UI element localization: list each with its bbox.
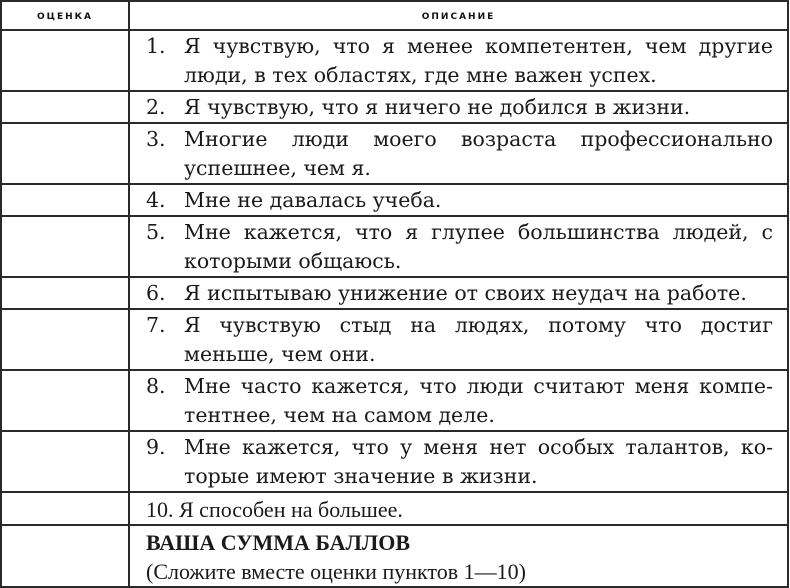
- description-cell: [129, 277, 788, 309]
- item-number: 10.: [146, 497, 174, 522]
- item-number: 6.: [146, 281, 166, 305]
- item-text: Я чувствую, что я менее компетентен, чем другие люди, в тех областях, где мне важен успех.: [184, 34, 773, 87]
- table-row: [1, 492, 788, 525]
- table-row: [1, 184, 788, 216]
- description-cell: [129, 492, 788, 525]
- item-text: Я чувствую, что я ничего не добился в жизни.: [184, 95, 691, 119]
- item-number: 7.: [146, 313, 166, 337]
- description-cell: [129, 91, 788, 123]
- item-text: Мне часто кажется, что люди считают меня компетентнее, чем на самом деле.: [184, 374, 773, 427]
- score-cell[interactable]: [1, 184, 129, 216]
- header-description: описание: [129, 1, 788, 30]
- score-cell[interactable]: [1, 216, 129, 277]
- description-cell: [129, 123, 788, 184]
- score-cell[interactable]: [1, 123, 129, 184]
- total-description-cell: [129, 525, 788, 587]
- item-text: Многие люди моего возраста профессионально успешнее, чем я.: [184, 127, 773, 180]
- item-text: Мне кажется, что я глупее большинства людей, с которыми общаюсь.: [184, 220, 773, 273]
- item-text: Я чувствую стыд на людях, потому что достиг меньше, чем они.: [184, 313, 773, 366]
- item-text: Я способен на большее.: [179, 497, 403, 522]
- score-cell[interactable]: [1, 309, 129, 370]
- description-cell: [129, 431, 788, 492]
- item-text: Я испытываю унижение от своих неудач на работе.: [184, 281, 747, 305]
- score-cell[interactable]: [1, 492, 129, 525]
- total-row: [1, 525, 788, 587]
- table-row: [1, 216, 788, 277]
- description-cell: [129, 216, 788, 277]
- description-cell: [129, 184, 788, 216]
- item-text: Мне не давалась учеба.: [184, 188, 442, 212]
- header-score: оценка: [1, 1, 129, 30]
- table-row: [1, 91, 788, 123]
- item-number: 1.: [146, 34, 166, 58]
- item-number: 5.: [146, 220, 166, 244]
- table-row: [1, 123, 788, 184]
- description-cell: [129, 30, 788, 91]
- description-cell: [129, 309, 788, 370]
- table-row: [1, 431, 788, 492]
- table-row: [1, 30, 788, 91]
- item-number: 9.: [146, 435, 166, 459]
- total-title: ВАША СУММА БАЛЛОВ: [146, 530, 411, 555]
- score-cell[interactable]: [1, 370, 129, 431]
- header-row: [1, 1, 788, 30]
- score-cell[interactable]: [1, 277, 129, 309]
- score-cell[interactable]: [1, 91, 129, 123]
- table-row: [1, 370, 788, 431]
- item-number: 3.: [146, 127, 166, 151]
- description-cell: [129, 370, 788, 431]
- table-row: [1, 277, 788, 309]
- item-number: 2.: [146, 95, 166, 119]
- item-number: 8.: [146, 374, 166, 398]
- score-cell[interactable]: [1, 30, 129, 91]
- item-text: Мне кажется, что у меня нет особых талантов, которые имеют значение в жизни.: [184, 435, 773, 488]
- total-score-cell[interactable]: [1, 525, 129, 587]
- score-cell[interactable]: [1, 431, 129, 492]
- item-number: 4.: [146, 188, 166, 212]
- table-row: [1, 309, 788, 370]
- total-note: (Сложите вместе оценки пунктов 1—10): [146, 559, 526, 584]
